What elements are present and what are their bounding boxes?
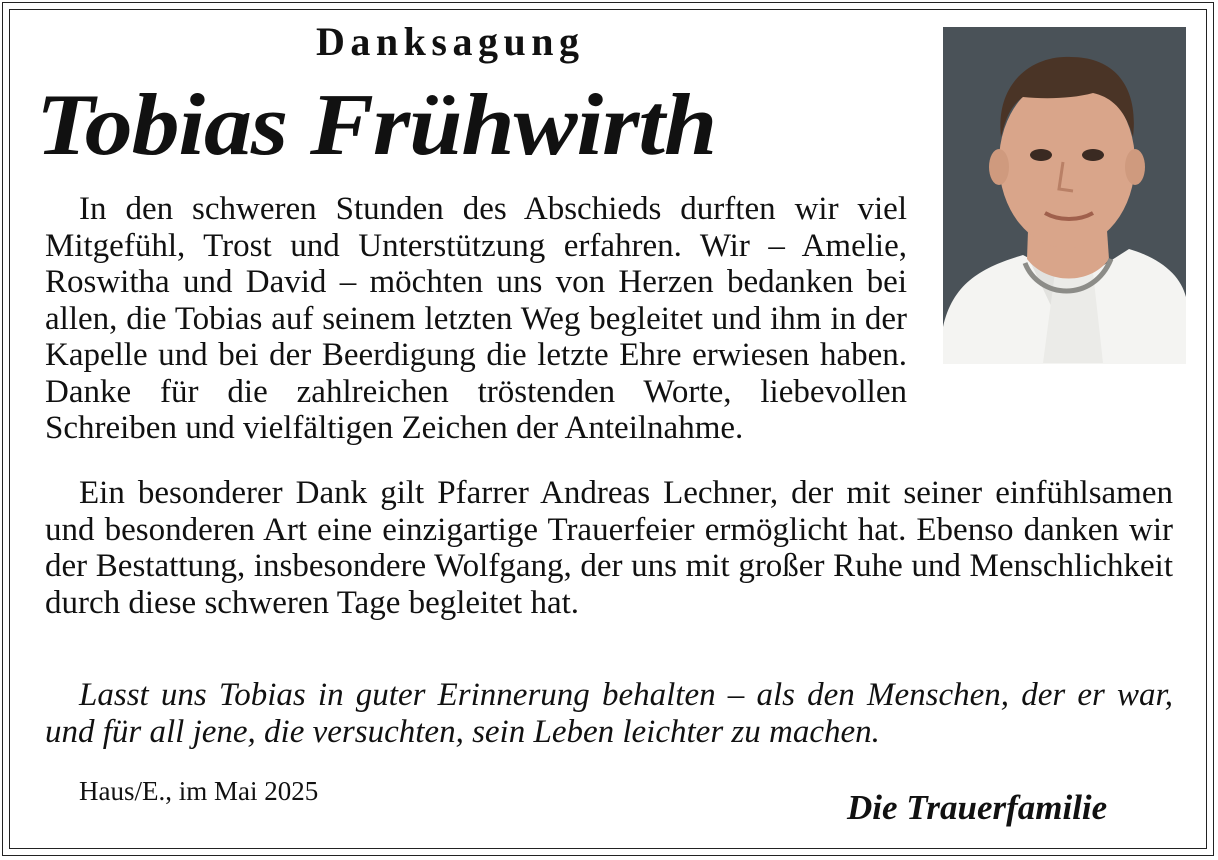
closing-paragraph-text: Lasst uns Tobias in guter Erinnerung behalten – als den Menschen, der er war, und für all jene, die versuchten, sein Leben leichter zu machen.	[45, 677, 1173, 750]
photo-spacer	[907, 191, 1163, 374]
thanks-paragraph-2-text: Ein besonderer Dank gilt Pfarrer Andreas Lechner, der mit seiner einfühlsamen und besonderen Art eine einzigartige Trauerfeier ermöglicht hat. Ebenso danken wir der Bestattung, insbesondere Wolfgang, der uns mit großer Ruhe und Menschlichkeit durch diese schweren Tage begleitet hat.	[45, 475, 1173, 621]
place-date: Haus/E., im Mai 2025	[79, 776, 319, 806]
thanks-paragraph-1	[45, 191, 1163, 447]
heading-danksagung: Danksagung	[316, 19, 585, 64]
signature: Die Trauerfamilie	[847, 788, 1108, 827]
closing-paragraph	[45, 677, 1173, 750]
thanks-paragraph-1-text: In den schweren Stunden des Abschieds durften wir viel Mitgefühl, Trost und Unterstützung erfahren. Wir – Amelie, Roswitha und David – möchten uns von Herzen bedanken bei allen, die Tobias auf seinem letzten Weg begleitet und ihm in der Kapelle und bei der Beerdigung die letzte Ehre erwiesen haben. Danke für die zahlreichen tröstenden Worte, liebevollen Schreiben und vielfältigen Zeichen der Anteilnahme.	[45, 191, 907, 446]
deceased-name: Tobias Frühwirth	[36, 77, 717, 174]
thanks-paragraph-2	[45, 475, 1173, 621]
